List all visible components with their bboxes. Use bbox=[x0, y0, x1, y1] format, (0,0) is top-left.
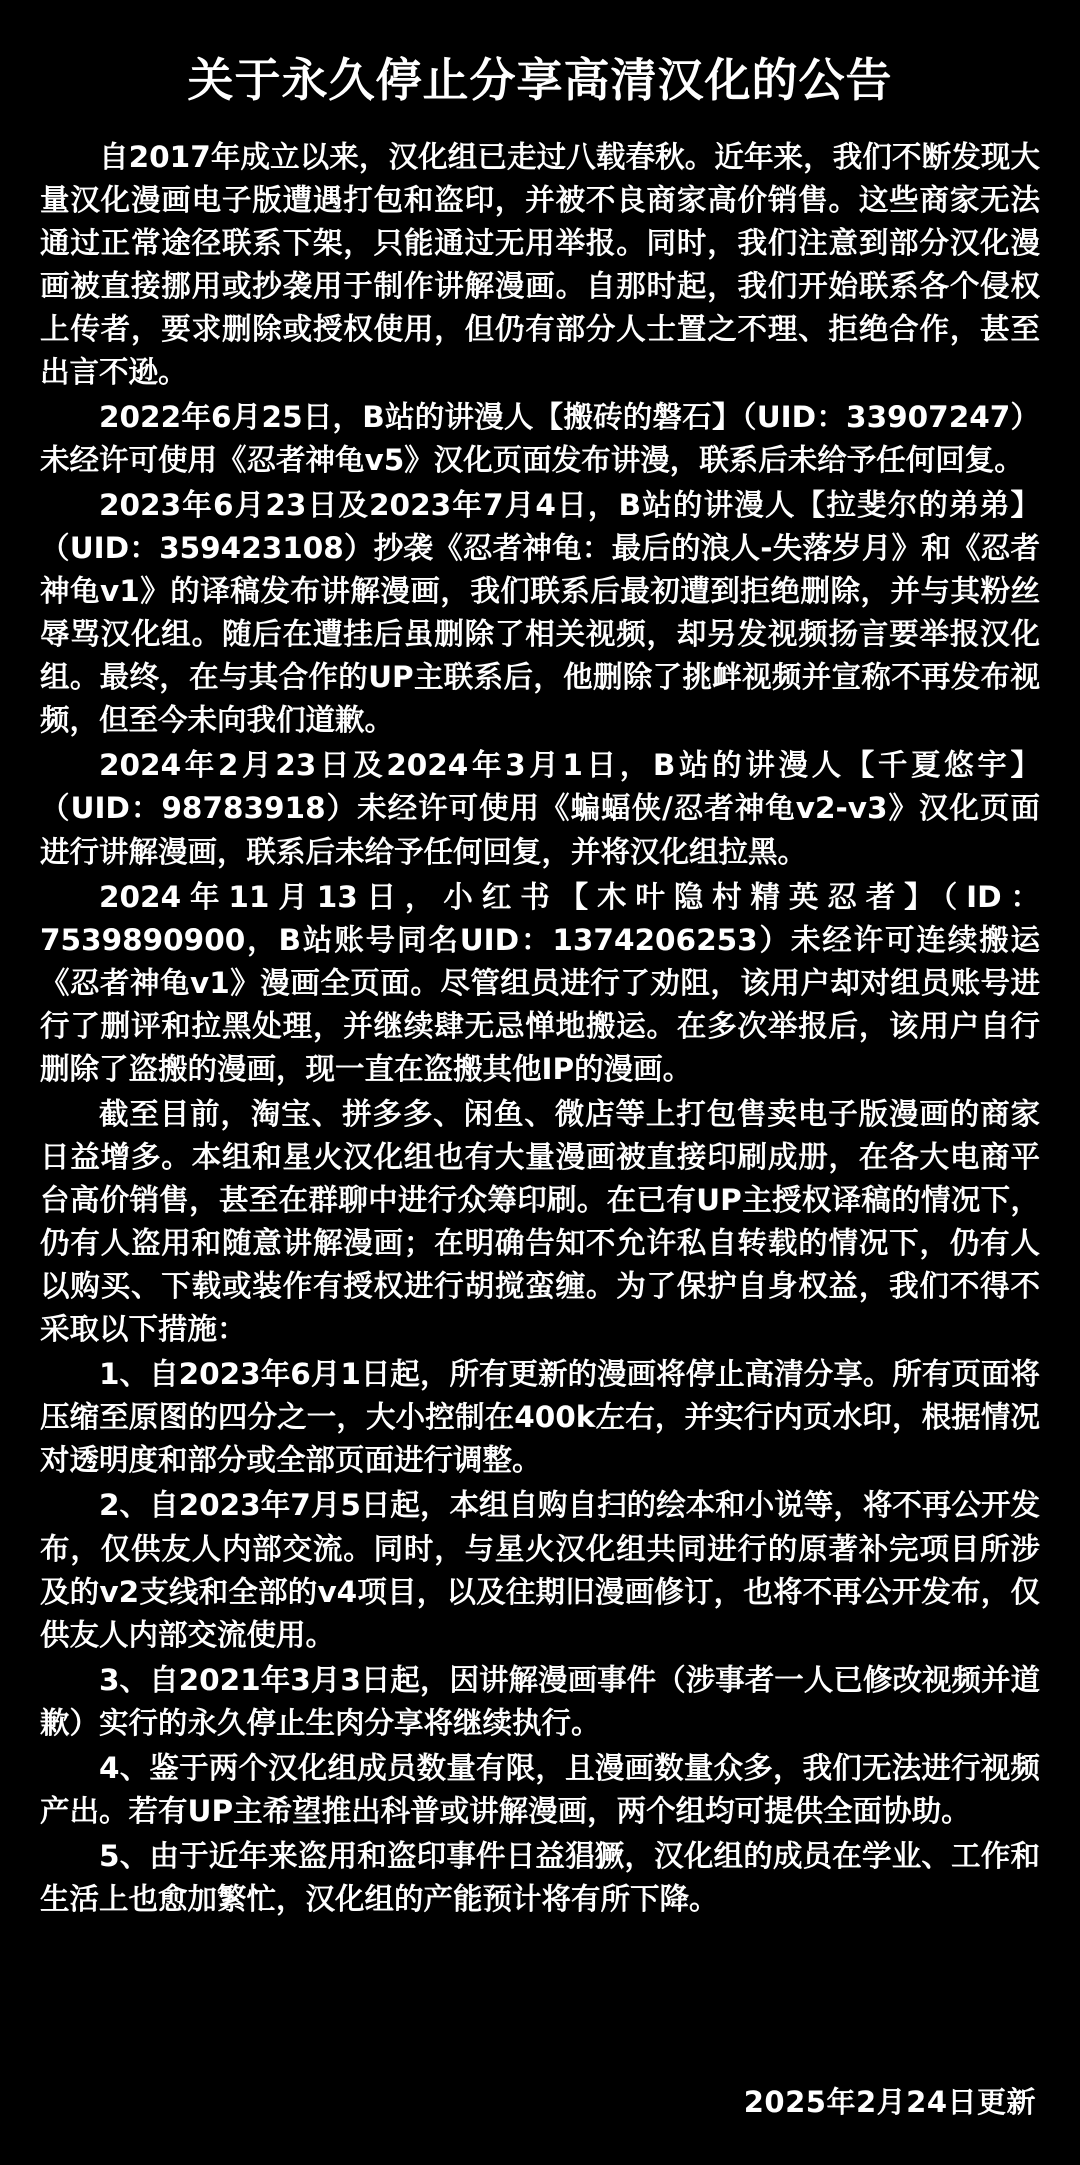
paragraph: 截至目前，淘宝、拼多多、闲鱼、微店等上打包售卖电子版漫画的商家日益增多。本组和星火汉化组也有大量漫画被直接印刷成册，在各大电商平台高价销售，甚至在群聊中进行众筹印刷。在已有UP主授权译稿的情况下，仍有人盗用和随意讲解漫画；在明确告知不允许私自转载的情况下，仍有人以购买、下载或装作有授权进行胡搅蛮缠。为了保护自身权益，我们不得不采取以下措施： bbox=[40, 1096, 1040, 1347]
paragraph: 2024年11月13日，小红书【木叶隐村精英忍者】（ID：7539890900，B站账号同名UID：1374206253）未经许可连续搬运《忍者神龟v1》漫画全页面。尽管组员进行了劝阻，该用户却对组员账号进行了删评和拉黑处理，并继续肆无忌惮地搬运。在多次举报后，该用户自行删除了盗搬的漫画，现一直在盗搬其他IP的漫画。 bbox=[40, 879, 1040, 1086]
measure-item: 3、自2021年3月3日起，因讲解漫画事件（涉事者一人已修改视频并道歉）实行的永久停止生肉分享将继续执行。 bbox=[40, 1662, 1040, 1740]
announcement-body bbox=[28, 136, 1052, 1922]
paragraph: 自2017年成立以来，汉化组已走过八载春秋。近年来，我们不断发现大量汉化漫画电子版遭遇打包和盗印，并被不良商家高价销售。这些商家无法通过正常途径联系下架，只能通过无用举报。同时，我们注意到部分汉化漫画被直接挪用或抄袭用于制作讲解漫画。自那时起，我们开始联系各个侵权上传者，要求删除或授权使用，但仍有部分人士置之不理、拒绝合作，甚至出言不逊。 bbox=[40, 139, 1040, 389]
paragraph: 2024年2月23日及2024年3月1日，B站的讲漫人【千夏悠宇】（UID：98783918）未经许可使用《蝙蝠侠/忍者神龟v2-v3》汉化页面进行讲解漫画，联系后未给予任何回复，并将汉化组拉黑。 bbox=[40, 748, 1040, 869]
paragraph: 2022年6月25日，B站的讲漫人【搬砖的磐石】（UID：33907247）未经许可使用《忍者神龟v5》汉化页面发布讲漫，联系后未给予任何回复。 bbox=[40, 399, 1040, 477]
measure-item: 1、自2023年6月1日起，所有更新的漫画将停止高清分享。所有页面将压缩至原图的四分之一，大小控制在400k左右，并实行内页水印，根据情况对透明度和部分或全部页面进行调整。 bbox=[40, 1357, 1040, 1478]
measure-item: 2、自2023年7月5日起，本组自购自扫的绘本和小说等，将不再公开发布，仅供友人内部交流。同时，与星火汉化组共同进行的原著补完项目所涉及的v2支线和全部的v4项目，以及往期旧漫画修订，也将不再公开发布，仅供友人内部交流使用。 bbox=[40, 1488, 1040, 1652]
page-title: 关于永久停止分享高清汉化的公告 bbox=[187, 53, 893, 107]
paragraph: 2023年6月23日及2023年7月4日，B站的讲漫人【拉斐尔的弟弟】（UID：359423108）抄袭《忍者神龟：最后的浪人-失落岁月》和《忍者神龟v1》的译稿发布讲解漫画，我们联系后最初遭到拒绝删除，并与其粉丝辱骂汉化组。随后在遭挂后虽删除了相关视频，却另发视频扬言要举报汉化组。最终，在与其合作的UP主联系后，他删除了挑衅视频并宣称不再发布视频，但至今未向我们道歉。 bbox=[40, 488, 1040, 738]
update-date: 2025年2月24日更新 bbox=[743, 2085, 1036, 2119]
measure-item: 5、由于近年来盗用和盗印事件日益猖獗，汉化组的成员在学业、工作和生活上也愈加繁忙，汉化组的产能预计将有所下降。 bbox=[40, 1838, 1040, 1916]
measure-item: 4、鉴于两个汉化组成员数量有限，且漫画数量众多，我们无法进行视频产出。若有UP主希望推出科普或讲解漫画，两个组均可提供全面协助。 bbox=[40, 1750, 1040, 1828]
